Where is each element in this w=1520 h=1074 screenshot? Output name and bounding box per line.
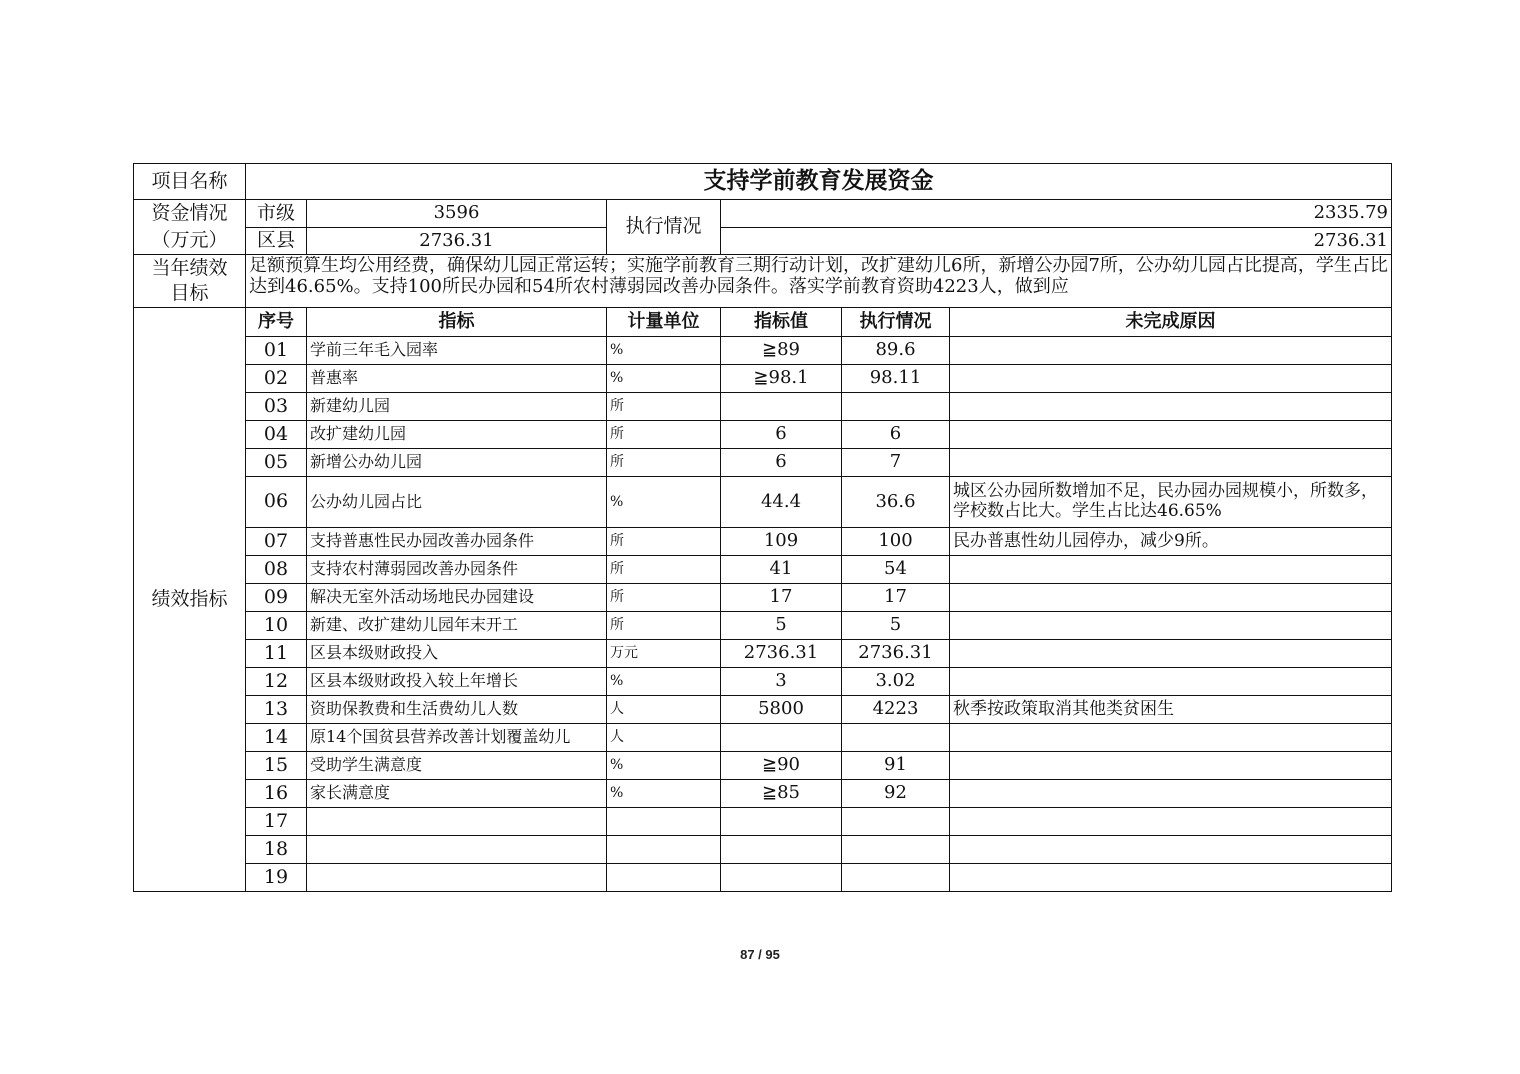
row-unit: % [607,365,721,393]
table-row [134,612,1392,640]
row-target-value: 109 [721,528,842,556]
row-unfinished-reason: 民办普惠性幼儿园停办，减少9所。 [950,528,1392,556]
annual-goal-label-line1: 当年绩效 [151,257,228,279]
annual-goal-label [134,255,246,308]
row-unit: 万元 [607,640,721,668]
table-row [134,864,1392,892]
row-actual-value [842,393,950,421]
row-target-value: ≧98.1 [721,365,842,393]
row-actual-value: 54 [842,556,950,584]
row-unit: 所 [607,584,721,612]
row-number: 06 [246,477,307,528]
row-unfinished-reason [950,836,1392,864]
row-unit: 人 [607,724,721,752]
row-unit [607,836,721,864]
row-indicator: 受助学生满意度 [307,752,607,780]
row-target-value: ≧85 [721,780,842,808]
row-unfinished-reason [950,780,1392,808]
row-unit: 所 [607,612,721,640]
row-indicator [307,864,607,892]
row-number: 14 [246,724,307,752]
row-target-value [721,864,842,892]
row-indicator: 支持普惠性民办园改善办园条件 [307,528,607,556]
table-row [134,528,1392,556]
row-actual-value: 91 [842,752,950,780]
row-target-value: ≧89 [721,337,842,365]
project-name-label: 项目名称 [134,164,246,200]
table-row [134,752,1392,780]
table-row [134,393,1392,421]
table-row [134,421,1392,449]
table-row [134,668,1392,696]
row-unit: 人 [607,696,721,724]
column-header-unit: 计量单位 [607,308,721,337]
district-budget-value: 2736.31 [307,228,607,255]
row-number: 04 [246,421,307,449]
district-executed-value: 2736.31 [721,228,1392,255]
row-target-value [721,724,842,752]
column-header-indicator: 指标 [307,308,607,337]
row-indicator: 资助保教费和生活费幼儿人数 [307,696,607,724]
row-indicator: 公办幼儿园占比 [307,477,607,528]
row-number: 03 [246,393,307,421]
row-indicator: 新建、改扩建幼儿园年末开工 [307,612,607,640]
table-row [134,724,1392,752]
row-number: 17 [246,808,307,836]
row-actual-value [842,864,950,892]
table-row [134,780,1392,808]
row-indicator: 原14个国贫县营养改善计划覆盖幼儿 [307,724,607,752]
city-level-label: 市级 [246,200,307,228]
row-unfinished-reason [950,640,1392,668]
row-unit: 所 [607,393,721,421]
row-number: 16 [246,780,307,808]
row-unit: % [607,668,721,696]
row-unfinished-reason [950,724,1392,752]
row-target-value: 41 [721,556,842,584]
row-indicator [307,808,607,836]
row-target-value: 6 [721,421,842,449]
row-number: 19 [246,864,307,892]
annual-goal-text [246,255,1392,308]
column-header-reason: 未完成原因 [950,308,1392,337]
row-actual-value: 36.6 [842,477,950,528]
row-unfinished-reason [950,668,1392,696]
annual-goal-label-line2: 目标 [170,282,209,304]
row-actual-value: 6 [842,421,950,449]
district-level-label: 区县 [246,228,307,255]
row-target-value: ≧90 [721,752,842,780]
row-unfinished-reason [950,864,1392,892]
row-actual-value: 3.02 [842,668,950,696]
row-target-value: 6 [721,449,842,477]
row-target-value: 2736.31 [721,640,842,668]
row-number: 12 [246,668,307,696]
row-unit: % [607,780,721,808]
annual-goal-content: 足额预算生均公用经费，确保幼儿园正常运转；实施学前教育三期行动计划，改扩建幼儿6所，新增公办园7所，公办幼儿园占比提高，学生占比达到46.65%。支持100所民办园和54所农村薄弱园改善办园条件。落实学前教育资助4223人，做到应 [249,256,1388,297]
row-number: 08 [246,556,307,584]
row-number: 05 [246,449,307,477]
column-header-target: 指标值 [721,308,842,337]
column-header-actual: 执行情况 [842,308,950,337]
table-row [134,556,1392,584]
row-unfinished-reason [950,393,1392,421]
row-actual-value [842,836,950,864]
row-actual-value: 5 [842,612,950,640]
row-number: 07 [246,528,307,556]
row-unfinished-reason: 城区公办园所数增加不足，民办园办园规模小，所数多，学校数占比大。学生占比达46.65% [950,477,1392,528]
row-unfinished-reason [950,584,1392,612]
row-number: 01 [246,337,307,365]
row-number: 02 [246,365,307,393]
table-row [134,449,1392,477]
table-row [134,337,1392,365]
funding-label [134,200,246,255]
row-actual-value [842,808,950,836]
row-indicator: 解决无室外活动场地民办园建设 [307,584,607,612]
row-target-value [721,836,842,864]
row-unit [607,864,721,892]
city-executed-value: 2335.79 [721,200,1392,228]
table-row [134,808,1392,836]
row-indicator: 改扩建幼儿园 [307,421,607,449]
table-row [134,696,1392,724]
table-row [134,365,1392,393]
row-unfinished-reason [950,365,1392,393]
row-actual-value: 2736.31 [842,640,950,668]
row-number: 13 [246,696,307,724]
row-number: 15 [246,752,307,780]
row-number: 11 [246,640,307,668]
row-target-value: 44.4 [721,477,842,528]
row-actual-value: 100 [842,528,950,556]
row-actual-value [842,724,950,752]
row-indicator: 新增公办幼儿园 [307,449,607,477]
row-unfinished-reason [950,556,1392,584]
row-actual-value: 98.11 [842,365,950,393]
row-unit: % [607,752,721,780]
row-indicator: 家长满意度 [307,780,607,808]
row-actual-value: 4223 [842,696,950,724]
row-number: 10 [246,612,307,640]
row-indicator: 区县本级财政投入 [307,640,607,668]
column-header-no: 序号 [246,308,307,337]
performance-table [133,163,1392,892]
row-actual-value: 17 [842,584,950,612]
row-actual-value: 7 [842,449,950,477]
table-row [134,640,1392,668]
row-indicator: 区县本级财政投入较上年增长 [307,668,607,696]
row-actual-value: 92 [842,780,950,808]
row-unfinished-reason [950,752,1392,780]
funding-label-line1: 资金情况 [151,202,228,224]
row-indicator: 支持农村薄弱园改善办园条件 [307,556,607,584]
row-unfinished-reason [950,808,1392,836]
row-indicator: 新建幼儿园 [307,393,607,421]
row-target-value: 5800 [721,696,842,724]
row-indicator: 普惠率 [307,365,607,393]
row-unit: 所 [607,421,721,449]
execution-label: 执行情况 [607,200,721,255]
page-number: 87 / 95 [740,947,780,962]
project-title: 支持学前教育发展资金 [246,164,1392,200]
row-unit: % [607,477,721,528]
row-actual-value: 89.6 [842,337,950,365]
row-indicator: 学前三年毛入园率 [307,337,607,365]
row-unit: % [607,337,721,365]
table-row [134,477,1392,528]
row-indicator [307,836,607,864]
table-row [134,584,1392,612]
row-target-value: 3 [721,668,842,696]
row-number: 09 [246,584,307,612]
city-budget-value: 3596 [307,200,607,228]
performance-indicators-label: 绩效指标 [134,308,246,892]
funding-label-line2: （万元） [151,229,228,251]
row-unit: 所 [607,449,721,477]
row-target-value: 5 [721,612,842,640]
row-target-value [721,808,842,836]
row-unit: 所 [607,556,721,584]
row-unit: 所 [607,528,721,556]
row-target-value [721,393,842,421]
row-unit [607,808,721,836]
row-unfinished-reason [950,612,1392,640]
row-unfinished-reason [950,421,1392,449]
row-unfinished-reason: 秋季按政策取消其他类贫困生 [950,696,1392,724]
table-row [134,836,1392,864]
row-unfinished-reason [950,449,1392,477]
row-number: 18 [246,836,307,864]
row-unfinished-reason [950,337,1392,365]
row-target-value: 17 [721,584,842,612]
